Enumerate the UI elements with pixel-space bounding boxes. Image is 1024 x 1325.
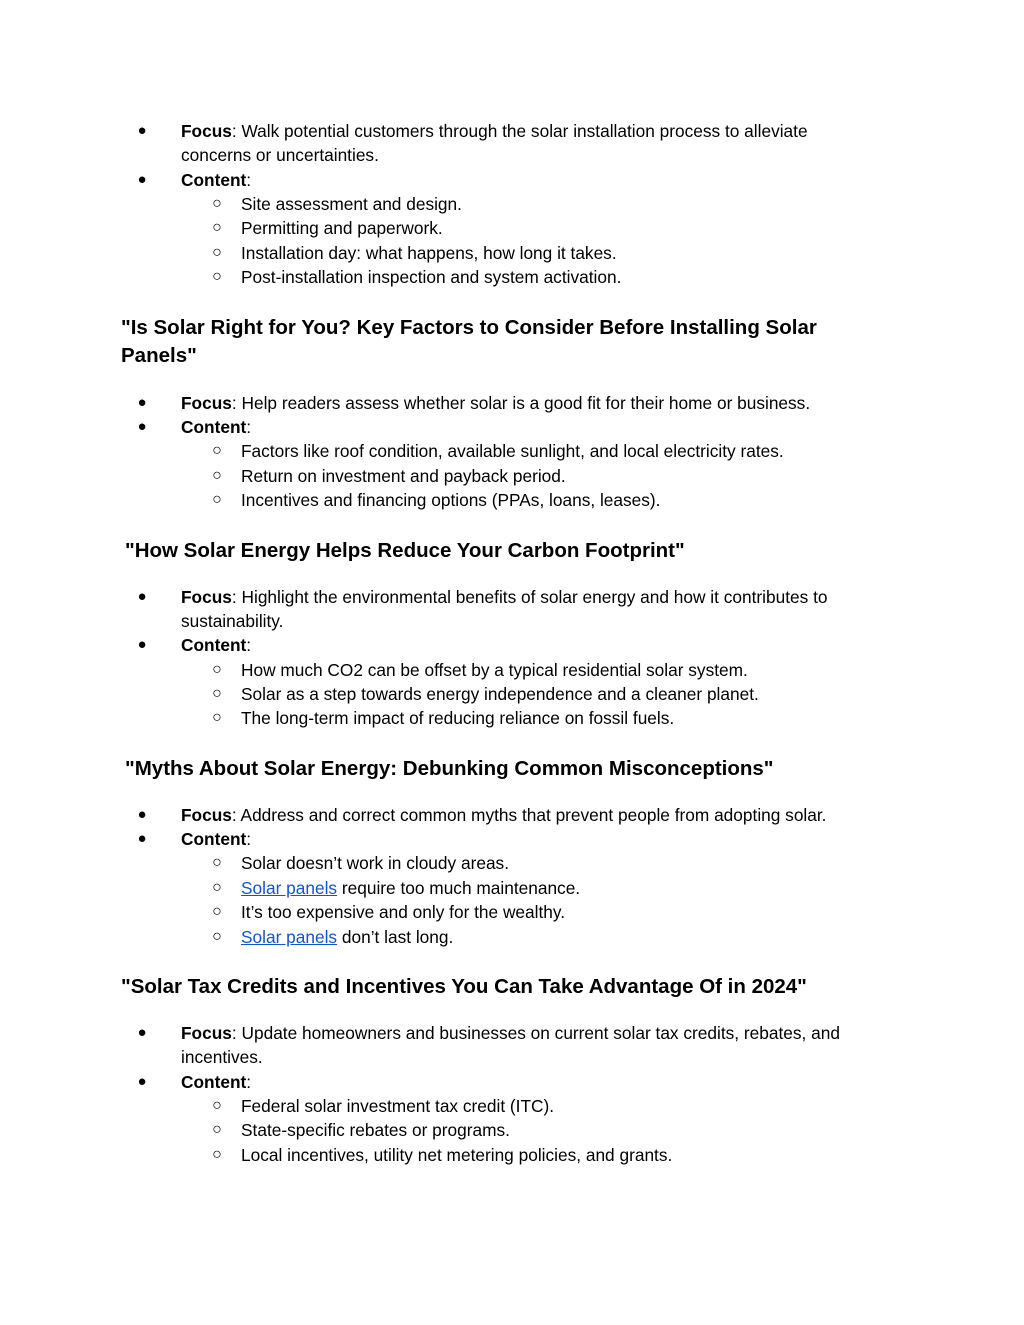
sub-bullet-icon: ○ [212,928,222,945]
bullet-icon: ● [137,636,147,653]
sub-bullet-icon: ○ [212,879,222,896]
list-item: Federal solar investment tax credit (ITC). [241,1096,555,1116]
list-item: Return on investment and payback period. [241,466,566,486]
list-item: It’s too expensive and only for the wealthy. [241,902,566,922]
list-item-text: don’t last long. [337,927,454,947]
list-item [241,925,453,949]
section-heading: "Solar Tax Credits and Incentives You Can Take Advantage Of in 2024" [121,975,807,998]
content-colon: : [246,417,252,437]
sub-bullet-icon: ○ [212,661,222,678]
focus-line [181,1021,840,1045]
list-item: Permitting and paperwork. [241,218,443,238]
list-item: Post-installation inspection and system activation. [241,267,622,287]
content-label: Content [181,829,247,849]
list-item: Site assessment and design. [241,194,462,214]
list-item: How much CO2 can be offset by a typical residential solar system. [241,660,748,680]
bullet-icon: ● [137,418,147,435]
sub-bullet-icon: ○ [212,685,222,702]
focus-text-continued: sustainability. [181,611,284,631]
list-item: Installation day: what happens, how long it takes. [241,243,617,263]
sub-bullet-icon: ○ [212,1121,222,1138]
content-colon: : [246,1072,252,1092]
list-item: The long-term impact of reducing reliance on fossil fuels. [241,708,675,728]
content-line [181,827,251,851]
section-heading: "Myths About Solar Energy: Debunking Common Misconceptions" [125,757,774,780]
sub-bullet-icon: ○ [212,219,222,236]
sub-bullet-icon: ○ [212,491,222,508]
focus-line [181,391,810,415]
list-item: Factors like roof condition, available sunlight, and local electricity rates. [241,441,784,461]
content-label: Content [181,635,247,655]
content-colon: : [246,829,252,849]
list-item [241,876,580,900]
list-item: Solar as a step towards energy independence and a cleaner planet. [241,684,759,704]
bullet-icon: ● [137,171,147,188]
focus-label: Focus [181,121,232,141]
focus-text-continued: concerns or uncertainties. [181,145,379,165]
content-label: Content [181,1072,247,1092]
focus-line [181,119,808,143]
sub-bullet-icon: ○ [212,244,222,261]
focus-text-continued: incentives. [181,1047,263,1067]
content-colon: : [246,170,252,190]
focus-line [181,803,826,827]
sub-bullet-icon: ○ [212,467,222,484]
solar-panels-link[interactable]: Solar panels [241,878,338,898]
sub-bullet-icon: ○ [212,1146,222,1163]
sub-bullet-icon: ○ [212,195,222,212]
section-heading-continued: Panels" [121,344,197,367]
focus-text: : Walk potential customers through the solar installation process to alleviate [231,121,808,141]
list-item: State-specific rebates or programs. [241,1120,510,1140]
focus-label: Focus [181,1023,232,1043]
sub-bullet-icon: ○ [212,854,222,871]
sub-bullet-icon: ○ [212,1097,222,1114]
focus-label: Focus [181,393,232,413]
content-colon: : [246,635,252,655]
focus-label: Focus [181,805,232,825]
section-heading: "How Solar Energy Helps Reduce Your Carbon Footprint" [125,539,685,562]
sub-bullet-icon: ○ [212,268,222,285]
focus-text: : Address and correct common myths that prevent people from adopting solar. [231,805,827,825]
bullet-icon: ● [137,1024,147,1041]
list-item: Incentives and financing options (PPAs, loans, leases). [241,490,661,510]
content-label: Content [181,170,247,190]
bullet-icon: ● [137,1073,147,1090]
focus-line [181,585,827,609]
content-line [181,1070,251,1094]
sub-bullet-icon: ○ [212,442,222,459]
content-line [181,633,251,657]
sub-bullet-icon: ○ [212,709,222,726]
bullet-icon: ● [137,806,147,823]
list-item: Local incentives, utility net metering policies, and grants. [241,1145,673,1165]
bullet-icon: ● [137,830,147,847]
bullet-icon: ● [137,122,147,139]
focus-text: : Update homeowners and businesses on current solar tax credits, rebates, and [231,1023,840,1043]
solar-panels-link[interactable]: Solar panels [241,927,338,947]
bullet-icon: ● [137,588,147,605]
list-item: Solar doesn’t work in cloudy areas. [241,853,509,873]
bullet-icon: ● [137,394,147,411]
section-heading: "Is Solar Right for You? Key Factors to Consider Before Installing Solar [121,316,817,339]
focus-text: : Help readers assess whether solar is a good fit for their home or business. [231,393,811,413]
content-line [181,168,251,192]
content-line [181,415,251,439]
content-label: Content [181,417,247,437]
focus-label: Focus [181,587,232,607]
sub-bullet-icon: ○ [212,903,222,920]
list-item-text: require too much maintenance. [337,878,581,898]
focus-text: : Highlight the environmental benefits of solar energy and how it contributes to [231,587,828,607]
